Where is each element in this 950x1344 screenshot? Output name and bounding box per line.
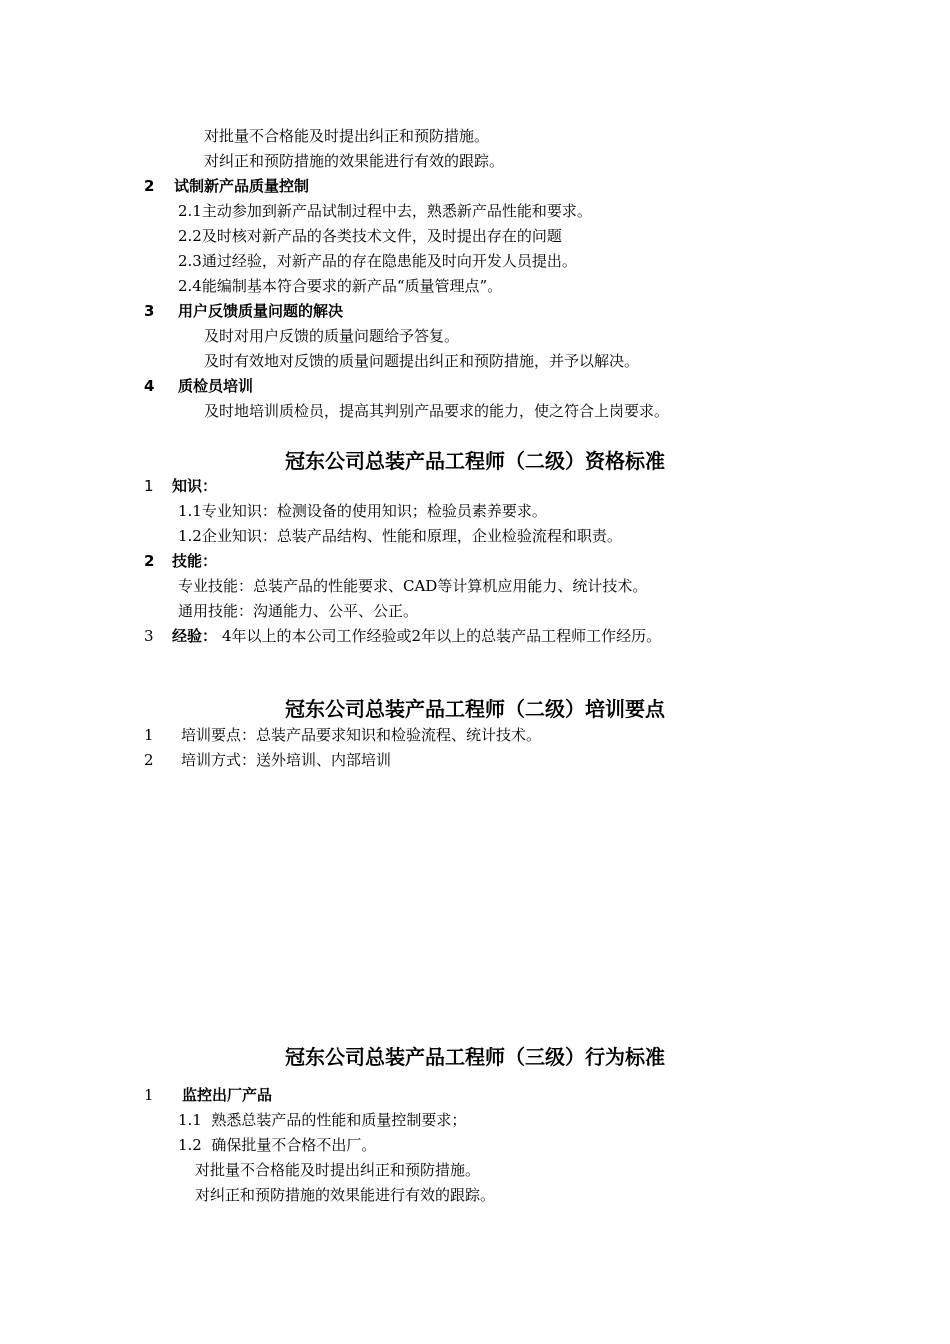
item-heading: 试制新产品质量控制	[174, 177, 310, 195]
item-number: 2	[144, 177, 155, 195]
item-heading: 监控出厂产品	[182, 1086, 273, 1104]
item-heading: 知识：	[172, 477, 218, 495]
item-text: 培训方式：送外培训、内部培训	[181, 751, 392, 769]
section-title: 冠东公司总装产品工程师（二级）资格标准	[285, 449, 665, 473]
item-heading: 技能：	[172, 552, 218, 570]
item-heading: 经验：	[172, 627, 218, 645]
sub-item: 2.2及时核对新产品的各类技术文件，及时提出存在的问题	[178, 227, 562, 245]
item-number: 2	[144, 552, 155, 570]
text-line: 对纠正和预防措施的效果能进行有效的跟踪。	[204, 152, 505, 170]
sub-item: 1.2 确保批量不合格不出厂。	[178, 1136, 377, 1154]
item-number: 1	[144, 726, 154, 744]
item-number: 3	[144, 302, 155, 320]
text-line: 对批量不合格能及时提出纠正和预防措施。	[195, 1161, 481, 1179]
sub-item: 专业技能：总装产品的性能要求、CAD等计算机应用能力、统计技术。	[178, 577, 648, 595]
sub-item: 2.4能编制基本符合要求的新产品“质量管理点”。	[178, 277, 503, 295]
section-title: 冠东公司总装产品工程师（三级）行为标准	[285, 1045, 665, 1069]
item-text: 4年以上的本公司工作经验或2年以上的总装产品工程师工作经历。	[222, 627, 662, 645]
sub-item: 2.1主动参加到新产品试制过程中去，熟悉新产品性能和要求。	[178, 202, 592, 220]
section-title: 冠东公司总装产品工程师（二级）培训要点	[285, 697, 665, 721]
sub-item: 1.1 熟悉总装产品的性能和质量控制要求；	[178, 1111, 467, 1129]
item-number: 3	[144, 627, 154, 645]
sub-item: 2.3通过经验，对新产品的存在隐患能及时向开发人员提出。	[178, 252, 577, 270]
sub-item: 及时地培训质检员，提高其判别产品要求的能力，使之符合上岗要求。	[204, 402, 670, 420]
text-line: 对纠正和预防措施的效果能进行有效的跟踪。	[195, 1186, 496, 1204]
text-line: 对批量不合格能及时提出纠正和预防措施。	[204, 127, 490, 145]
sub-item: 通用技能：沟通能力、公平、公正。	[178, 602, 419, 620]
sub-item: 1.1专业知识：检测设备的使用知识；检验员素养要求。	[178, 502, 547, 520]
item-heading: 用户反馈质量问题的解决	[178, 302, 344, 320]
item-text: 培训要点：总装产品要求知识和检验流程、统计技术。	[181, 726, 542, 744]
item-number: 1	[144, 1086, 154, 1104]
sub-item: 及时有效地对反馈的质量问题提出纠正和预防措施，并予以解决。	[204, 352, 640, 370]
item-number: 1	[144, 477, 154, 495]
item-number: 2	[144, 751, 154, 769]
item-heading: 质检员培训	[178, 377, 254, 395]
sub-item: 及时对用户反馈的质量问题给予答复。	[204, 327, 460, 345]
sub-item: 1.2企业知识：总装产品结构、性能和原理，企业检验流程和职责。	[178, 527, 622, 545]
item-number: 4	[144, 377, 155, 395]
